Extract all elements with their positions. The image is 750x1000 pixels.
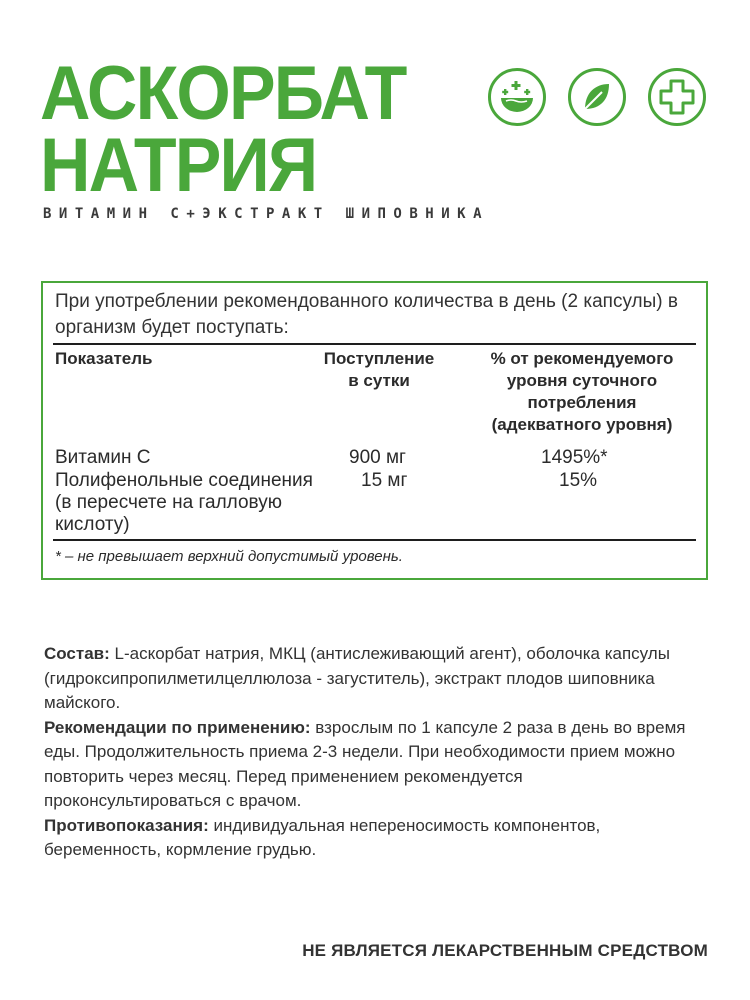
product-subtitle: ВИТАМИН С+ЭКСТРАКТ ШИПОВНИКА: [43, 206, 490, 222]
row-polyphenols-line-2: (в пересчете на галловую: [55, 492, 282, 513]
intro-text: При употреблении рекомендованного количества в день (2 капсулы) в организм будет поступать:: [55, 291, 678, 338]
contraindications-label: Противопоказания:: [44, 815, 209, 835]
title-line-1: АСКОРБАТ: [40, 51, 406, 136]
title-line-2: НАТРИЯ: [40, 123, 317, 208]
header-indicator: Показатель: [55, 349, 153, 368]
header-recommended-percent: [455, 348, 709, 436]
row-vitamin-c-percent: 1495%*: [541, 447, 608, 468]
header-rec-line-2: уровня суточного: [506, 371, 658, 390]
composition-text: L-аскорбат натрия, МКЦ (антислеживающий агент), оболочка капсулы (гидроксипропилметилцеллюлоза - загуститель), экстракт плодов шиповника майского.: [44, 644, 670, 712]
row-vitamin-c-name: Витамин С: [55, 447, 151, 468]
header-daily-line-1: Поступление: [323, 349, 435, 368]
row-polyphenols-amount: 15 мг: [361, 470, 408, 491]
plus-cross-icon: [648, 68, 706, 126]
recommendations-text: взрослым по 1 капсуле 2 раза в день во время еды. Продолжительность приема 2-3 недели. При необходимости прием можно повторить через месяц. Перед применением рекомендуется проконсультироваться с врачом.: [44, 717, 686, 810]
row-polyphenols-percent: 15%: [559, 470, 598, 491]
recommendations-label: Рекомендации по применению:: [44, 717, 311, 737]
header-rec-line-4: (адекватного уровня): [491, 415, 673, 434]
header-rec-line-3: потребления: [527, 393, 637, 412]
not-medicine-disclaimer: НЕ ЯВЛЯЕТСЯ ЛЕКАРСТВЕННЫМ СРЕДСТВОМ: [302, 941, 708, 960]
composition-label: Состав:: [44, 644, 110, 663]
row-polyphenols-line-1: Полифенольные соединения: [55, 470, 313, 491]
composition-block: [44, 642, 704, 863]
contraindications-paragraph: [44, 814, 704, 863]
row-vitamin-c-amount: 900 мг: [349, 447, 406, 468]
nutrition-info-box: [41, 281, 708, 580]
feature-icons: [488, 68, 710, 128]
contraindications-text: индивидуальная непереносимость компонентов, беременность, кормление грудью.: [44, 815, 601, 859]
table-bottom-rule: [53, 539, 696, 541]
row-polyphenols-line-3: кислоту): [55, 514, 130, 535]
recommendations-paragraph: [44, 716, 704, 814]
header-daily-intake: [319, 348, 439, 392]
composition-paragraph: [44, 642, 704, 716]
footnote: * – не превышает верхний допустимый уровень.: [55, 548, 403, 565]
dose-bowl-icon: [488, 68, 546, 126]
product-title: [40, 51, 470, 208]
table-top-rule: [53, 343, 696, 345]
header-daily-line-2: в сутки: [348, 371, 410, 390]
row-polyphenols-name: [55, 470, 355, 536]
leaf-icon: [568, 68, 626, 126]
header-rec-line-1: % от рекомендуемого: [490, 349, 674, 368]
